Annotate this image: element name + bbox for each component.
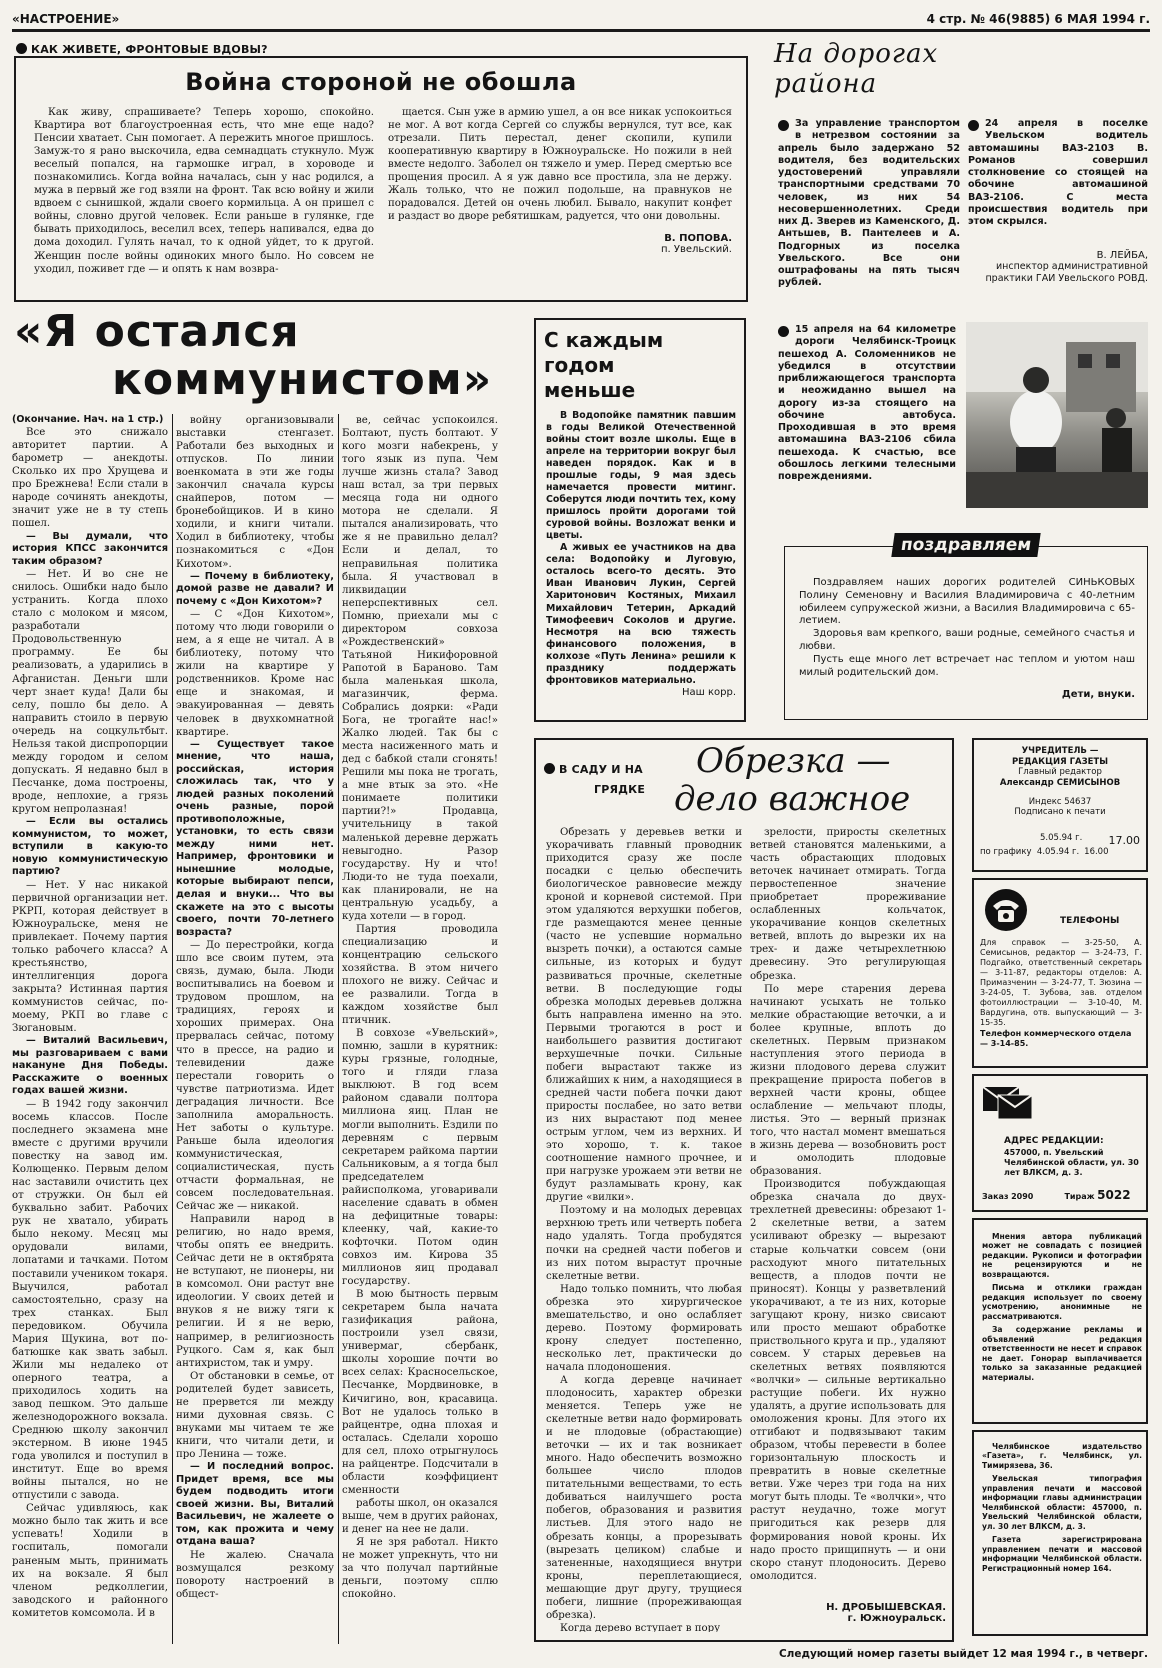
envelope-icon (982, 1086, 1034, 1120)
disclaimer-p2: Письма и отклики граждан редакция использует по своему усмотрению, анонимные не рассматриваются. (982, 1283, 1142, 1321)
phone-icon (984, 888, 1028, 932)
photo-scene-icon (966, 322, 1148, 508)
article-paragraph: Когда дерево вступает в пору (560, 1622, 721, 1632)
publisher-box (972, 738, 1148, 872)
phones-title: ТЕЛЕФОНЫ (1060, 916, 1120, 926)
phones-box (972, 878, 1148, 1068)
communist-column-2 (176, 414, 334, 1644)
yearly-box (534, 318, 746, 722)
article-paragraph: — Нет. У нас никакой первичной организации нет. РКРП, которая действует в Южноуральске, меня не привлекает. Почему партия только рабочего класса? А крестьянство, интеллигенция дорога закрыта? Истинная партия коммунистов сейчас, по-моему, РКП во главе с Зюгановым. (12, 879, 168, 1035)
article-paragraph: — Если вы остались коммунистом, то может, вступили в какую-то новую коммунистическую партию? (12, 816, 168, 878)
congrats-banner: поздравляем (891, 533, 1041, 557)
header-rule (12, 29, 1150, 32)
article-paragraph: Надо только помнить, что любая обрезка это хирургическое вмешательство, и оно ослабляет дерево. Поэтому формировать крону следует постепенно, несколько лет, практически до начала плодоношения. (546, 1283, 742, 1373)
garden-signature-block: Н. ДРОБЫШЕВСКАЯ. г. Южноуральск. (826, 1602, 946, 1624)
article-paragraph: Я не зря работал. Никто не может упрекнуть, что ни за что получал партийные деньги, поэтому сплю спокойно. (342, 1537, 498, 1601)
header-issue: 4 стр. № 46(9885) 6 МАЯ 1994 г. (926, 12, 1150, 26)
publisher-date-2: 4.05.94 г. (1036, 846, 1080, 857)
publisher-line-1: УЧРЕДИТЕЛЬ — (1021, 746, 1099, 756)
printing-p3: Газета зарегистрирована управлением печати и массовой информации Челябинской области. Регистрационный номер 164. (982, 1535, 1142, 1573)
article-paragraph: Производится побуждающая обрезка сначала до двух-трехлетней древесины: обрезают 1-2 скелетные ветви, а затем усиливают обрезку — вырезают старые кольчатки совсем (они расходуют много питательных веществ, а плодов почти не приносят). Концы у разветвлений укорачивают, а те из них, которые загущают крону, низко свисают или просто мешают обработке приствольного круга и пр., удаляют совсем. У старых деревьев на скелетных ветвях появляются «волчки» — сильные вертикально растущие побеги. Их нужно удалять, а другие использовать для омоложения кроны. Для этого их отгибают и подвязывают таким образом, чтобы перевести в более горизонтальную плоскость и превратить в новые скелетные ветви. Уже через три года на них могут быть плоды. Те «волчки», что растут неудачно, тоже могут пригодиться как резерв для формирования новой кроны. Их надо просто прищипнуть — и они скоро станут плодоносить. Дерево омолодится. (750, 1179, 946, 1582)
article-paragraph: В мою бытность первым секретарем была начата газификация района, построили узел связи, универмаг, сбербанк, школы хорошие почти во всех селах: Красносельское, Песчанке, Мордвиновке, в Кичигино, вон, красавица. Вот не удалось только в райцентре, одна плохая и осталась. Сделали хорошо для сел, плохо отрыгнулось на райцентре. Подсчитали в области коэффициент сменности (342, 1289, 498, 1496)
roads-signature-block: В. ЛЕЙБА, инспектор административной практики ГАИ Увельского РОВД. (985, 250, 1148, 284)
yearly-body: В Водопойке памятник павшим в годы Великой Отечественной войны стоит возле школы. Еще в апреле на территории вокруг был наведен порядок. Как и в прошлые годы, 9 мая здесь намечается провести митинг. Соберутся люди почтить тех, кому пришлось пройти дорогами той суровой войны. Возложат венки и цветы. А живых ее участников на два села: Водопойку и Луговую, осталось всего-то десять. Это Иван Иванович Лукин, Сергей Харитонович Костяных, Михаил Михайлович Тетерин, Аркадий Тимофеевич Соколов и другие. Несмотря на всю тяжесть финансового положения, в колхозе «Путь Ленина» решили к празднику поддержать фронтовиков материально. Наш корр. (546, 410, 736, 698)
article-paragraph: войну организовывали выставки стенгазет. Работали без выходных и отпусков. По линии военкомата в эти же годы закончил сначала курсы снайперов, потом — бронебойщиков. И в кино ходили, и книги читали. Ходил в библиотеку, чтобы познакомиться с «Дон Кихотом». (176, 415, 334, 570)
printing-p2: Увельская типография управления печати и массовой информации главы администрации Челябинской области: 457000, п. Увельский Челябинской области, ул. 30 лет ВЛКСМ, д. 3. (982, 1474, 1142, 1531)
disclaimer-p1: Мнения автора публикаций может не совпадать с позицией редакции. Рукописи и фотографии не рецензируются и не возвращаются. (982, 1232, 1142, 1279)
next-issue-note: Следующий номер газеты выйдет 12 мая 1994 г., в четверг. (778, 1648, 1148, 1660)
header-section: «НАСТРОЕНИЕ» (12, 12, 120, 26)
printing-p1: Челябинское издательство «Газета», г. Челябинск, ул. Тимирязева, 36. (982, 1442, 1142, 1470)
roads-item-2: 24 апреля в поселке Увельском водитель автомашины ВАЗ-2103 В. Романов совершил столкновение со стоящей на обочине автомашиной ВАЗ-2106. С места происшествия водитель при этом скрылся. (968, 118, 1148, 228)
article-paragraph: — Вы думали, что история КПСС закончится таким образом? (12, 530, 168, 567)
widows-rubric: КАК ЖИВЕТЕ, ФРОНТОВЫЕ ВДОВЫ? (16, 38, 268, 57)
column-divider (172, 414, 173, 1644)
publisher-index: Индекс 54637 (1028, 796, 1092, 807)
garden-title-line-1: Обрезка — (696, 741, 891, 781)
run-number: 5022 (1097, 1188, 1131, 1202)
communist-intro: (Окончание. Нач. на 1 стр.) (12, 414, 164, 425)
article-paragraph: Сейчас удивляюсь, как можно было так жить и все успевать! Ходили в госпиталь, помогали раненым мыть, принимать их на вокзале. Я был членом редколлегии, заводского и районного комитетов комсомола. И в (12, 1503, 168, 1619)
article-paragraph: В совхозе «Увельский», помню, зашли в курятник: куры грязные, голодные, того и гляди глаза выклюют. В год всем районом сдавали полтора миллиона яиц. План не могли выполнить. Ездили по деревням с первым секретарем райкома партии Сальниковым, а я тогда был председателем райисполкома, уговаривали население сдавать в обмен на дефицитные товары: клеенку, чай, какие-то кофточки. Потом один совхоз им. Кирова 35 миллионов яиц продавал государству. (342, 1028, 498, 1288)
roads-title: На дорогах района (774, 39, 939, 99)
garden-title-line-2: дело важное (674, 779, 911, 819)
bullet-icon (968, 120, 979, 131)
article-paragraph: Партия проводила специализацию и концентрацию сельского хозяйства. В этом ничего плохого не вижу. Сейчас и ее развалили. Тогда в каждом хозяйстве был птичник. (342, 923, 498, 1027)
yearly-title: С каждым годом меньше (544, 328, 664, 402)
road-accident-photo (966, 322, 1148, 508)
yearly-signature: Наш корр. (681, 686, 736, 698)
article-paragraph: — Почему в библиотеку, домой разве не давали? И почему с «Дон Кихотом»? (176, 570, 334, 607)
article-paragraph: зрелости, приросты скелетных ветвей становятся маленькими, а часть обрастающих плодовых веточек начинает отмирать. Тогда первостепенное значение приобретает прореживание ослабленных кольчаток, укорачивание концов скелетных ветвей, вплоть до вырезки их на трех- и даже четырехлетнюю древесину. Это регулирующая обрезка. (750, 827, 946, 982)
publisher-editor: Александр СЕМИСЫНОВ (999, 777, 1121, 788)
bullet-icon (544, 763, 555, 774)
publisher-date-1: 5.05.94 г. (1040, 833, 1083, 843)
widows-column-2: щается. Сын уже в армию ушел, а он все никак успокоиться не мог. А вот когда Сергей со службы вернулся, тут все, как отрезали. Пить перестал, денег скопили, купили кооперативную квартиру в Южноуральске. Но пожили в ней вместе недолго. Заболел он тяжело и умер. Перед смертью все прощения просил. А я уж давно все простила, зла не держу. Жаль только, что не пожил подольше, на правнуков не порадовался. Детей он очень любил. Бывало, накупит конфет и раздаст во дворе ребятишкам, радуется, что они довольны. В. ПОПОВА. п. Увельский. (388, 107, 732, 256)
article-paragraph: Все это снижало авторитет партии. А барометр — анекдоты. Сколько их про Хрущева и про Брежнева! Если стали в народе сочинять анекдоты, значит уже не в ту степь пошел. (12, 427, 168, 530)
disclaimer-box (972, 1218, 1148, 1424)
publisher-subscribe: Подписано к печати (1014, 807, 1106, 818)
congrats-box (784, 535, 1148, 720)
communist-column-3 (342, 414, 498, 1644)
communist-column-1 (12, 414, 168, 1644)
publisher-time-2: 16.00 (1084, 846, 1109, 857)
garden-column-2 (750, 826, 946, 1634)
publisher-line-2: РЕДАКЦИЯ ГАЗЕТЫ (1011, 756, 1109, 767)
phones-commercial: Телефон коммерческого отдела — 3-14-85. (980, 1029, 1132, 1048)
garden-box (534, 738, 954, 1642)
publisher-line-3: Главный редактор (1018, 767, 1102, 778)
bullet-icon (16, 43, 27, 54)
article-paragraph: ве, сейчас успокоился. Болтают, пусть болтают. У кого мозги набекрень, у того язык из пупа. Чем лучше жизнь стала? Завод наш встал, за три первых месяца года ни одного мотора не сделали. Я пытался анализировать, что же я не правильно делал? Если и делал, то неправильная политика была. Я участвовал в ликвидации неперспективных сел. Помню, приехали мы с директором совхоза «Рождественский» Татьяной Никифоровной Рапотой в Бараново. Там была маленькая школа, магазинчик, ферма. Собрались доярки: «Ради Бога, не трогайте нас!» Жалко людей. Так бы с места насиженного мать и дед с бабкой стали сгонять! Решили мы пока не трогать, а мне втык за это. «Не понимаете политики партии?!» Продавца, учительницу в такой маленькой деревне держать невыгодно. Разор государству. Ну и что! Люди-то не туда поехали, как планировали, не на центральную усадьбу, а куда хотели — в город. (342, 415, 498, 922)
article-paragraph: — Нет. И во сне не снилось. Ошибки надо было устранить. Когда плохо стало с молоком и мясом, разработали Продовольственную программу. Ее бы реализовать, а ударились в Афганистан. Деньги шли черт знает куда! Дали бы селу, пошло бы дело. А направить стоило в первую очередь на соцкультбыт. Нельзя такой диспропорции между городом и селом допускать. Я недавно был в Песчанке, дома построены, вроде, неплохие, а грязь кругом непролазная! (12, 569, 168, 815)
article-paragraph: работы школ, он оказался выше, чем в других районах, и денег на нее не дали. (342, 1497, 498, 1535)
bullet-icon (778, 326, 789, 337)
publisher-time-1: 17.00 (1108, 834, 1140, 847)
address-box (972, 1074, 1148, 1212)
order-label: Заказ (982, 1192, 1009, 1201)
widows-place: п. Увельский. (660, 244, 732, 256)
article-paragraph: Направили народ в религию, но надо время, чтобы опять ее внедрить. Сейчас дети не в октябрята не вступают, не пионеры, ни в комсомол. Они растут вне идеологии. У своих детей и внуков я не вижу тяги к религии. И я не верю, например, в религиозность Руцкого. Сам я, как был антихристом, так и умру. (176, 1214, 334, 1369)
garden-rubric: В САДУ И НА ГРЯДКЕ (544, 758, 684, 796)
congrats-body: Поздравляем наших дорогих родителей СИНЬКОВЫХ Полину Семеновну и Василия Владимировича с 40-летним юбилеем супружеской жизни, а Василия Владимировича с 65-летием. Здоровья вам крепкого, ваши родные, семейного счастья и любви. Пусть еще много лет встречает нас теплом и уютом наш милый родительский дом. Дети, внуки. (799, 577, 1135, 701)
article-paragraph: — Виталий Васильевич, мы разговариваем с вами накануне Дня Победы. Расскажите о военных годах вашей жизни. (12, 1035, 168, 1097)
publisher-schedule-label: по графику (980, 846, 1032, 857)
printing-box (972, 1430, 1148, 1636)
address-body: 457000, п. Увельский Челябинской области, ул. 30 лет ВЛКСМ, д. 3. (1004, 1148, 1139, 1177)
article-paragraph: Поэтому и на молодых деревцах верхнюю треть или четверть побега надо удалять. Тогда пробудятся почки на средней части побегов и из них потом вырастут прочные скелетные ветви. (546, 1205, 742, 1282)
congrats-signature: Дети, внуки. (1061, 689, 1135, 701)
run-label: Тираж (1064, 1192, 1095, 1201)
roads-item-1: За управление транспортом в нетрезвом состоянии за апрель было задержано 52 водителя, без водительских удостоверений управляли транспортными средствами 70 человек, из них 54 несовершеннолетних. Среди них Д. Зверев из Каменского, Д. Антьшев, В. Пантелеев и А. Подгорных из поселка Увельского. Все они оштрафованы на пять тысяч рублей. (778, 118, 960, 289)
order-number: 2090 (1011, 1192, 1034, 1201)
article-paragraph: Обрезать у деревьев ветки и укорачивать главный проводник приходится сразу же после посадки с целью обеспечить биологическое равновесие между кроной и корневой системой. При этом удаляются верхушки побегов, где размещаются менее ценные (часто не успевшие нормально вызреть почки), а остаются самые сильные, из которых и будут развиваться прочные, скелетные ветви. В последующие годы обрезка молодых деревьев должна быть направлена именно на это. Первыми трогаются в рост и наибольшего развития достигают верхушечные почки. Сильные побеги вырастают также из ближайших к ним, а находящиеся в средней части побега почки дают приросты послабее, но зато ветви из них вырастают под менее острым углом, чем из верхних. И это хорошо, т. к. такое соотношение намного прочнее, и при нагрузке урожаем эти ветви не будут разламывать крону, как другие «вилки». (546, 827, 742, 1204)
widows-signature: В. ПОПОВА. (664, 233, 732, 245)
article-paragraph: — В 1942 году закончил восемь классов. После последнего экзамена мне вместе с другими вручили повестку на завод им. Колющенко. Первым делом нас заставили очистить цех от стружки. Он был ей буквально забит. Рабочих рук не хватало, убирать было некому. Месяц мы орудовали вилами, лопатами и тачками. Потом поставили учеником токаря. Выучился, работал самостоятельно, сразу на трех станках. Был передовиком. Обучила Мария Щукина, вот по-батюшке как звать забыл. Жили мы недалеко от оперного театра, а приходилось ходить на завод пешком. Это дальше железнодорожного вокзала. Среднюю школу закончил экстерном. В июне 1945 года уволился и поступил в институт. Еще во время войны пытался, но не отпустили с завода. (12, 1098, 168, 1502)
article-paragraph: Не жалею. Сначала возмущался резкому повороту настроений в общест- (176, 1549, 334, 1600)
phones-body: Для справок — 3-25-50, А. Семисынов, редактор — 3-24-73, Г. Подгайко, ответственный секретарь — 3-11-87, редакторы отделов: А. Примазченин — 3-24-77, Т. Зюзина — 3-24-05, Т. Зубова, зав. отделом фотоиллюстрации — 3-10-40, М. Вардугина, отв. выпускающий — 3-15-35. (980, 938, 1142, 1027)
article-paragraph: — И последний вопрос. Придет время, все мы будем подводить итоги своей жизни. Вы, Виталий Васильевич, не жалеете о том, как прожита и чему отдана ваша? (176, 1461, 334, 1548)
article-paragraph: По мере старения дерева начинают усыхать не только мелкие обрастающие веточки, а и более крупные, вплоть до скелетных. Первым признаком наступления этого периода в жизни плодового дерева служит прекращение прироста побегов в верхней части кроны, общее ослабление — мельчают плоды, листья. Это — верный признак того, что настал момент вмешаться в жизнь дерева — возобновить рост и омолодить плодовые образования. (750, 983, 946, 1178)
widows-box (14, 56, 748, 302)
address-title: АДРЕС РЕДАКЦИИ: (1004, 1136, 1104, 1146)
communist-title-line-2: коммунистом» (112, 354, 493, 405)
widows-column-1: Как живу, спрашиваете? Теперь хорошо, спокойно. Квартира вот благоустроенная есть, что мне еще надо? Пенсии хватает. Сын помогает. А пережить многое пришлось. Замуж-то я рано выскочила, едва семнадцать стукнуло. Муж веселый попался, на гармошке играл, в хороводе и познакомились. Когда война началась, сын у нас родился, а мужа в первый же год взяли на фронт. Так всю войну и жили вдвоем с сынишкой, ждали своего кормильца. А он пришел с войны, словно другой человек. Если раньше в гулянке, где бывать приходилось, веселил всех, теперь напивался, едва до дома доходил. Гулять начал, то к одной уйдет, то к другой. Женщин после войны одиноких много было. Но совсем не уходил, поживет где — и опять к нам возвра- (34, 107, 374, 275)
article-paragraph: — До перестройки, когда шло все своим путем, эта связь, думаю, была. Люди воспитывались на боевом и трудовом прошлом, на традициях, героях и хороших примерах. Она прервалась сейчас, потому что в прессе, на радио и телевидении даже перестали говорить о чувстве патриотизма. Идет деградация личности. Все заполнила аморальность. Нет заботы о культуре. Раньше была идеология коммунистическая, социалистическая, пусть отчасти формальная, не совсем последовательная. Сейчас же — никакой. (176, 940, 334, 1213)
article-paragraph: От обстановки в семье, от родителей будет зависеть, не прервется ли между ними духовная связь. С внуками мы читаем те же книги, что читали дети, и про Ленина — тоже. (176, 1370, 334, 1460)
article-paragraph: — Существует такое мнение, что наша, российская, история сложилась так, что у людей разных поколений очень разные, порой противоположные, установки, то есть связи между ними нет. Например, фронтовики и нынешние молодые, которые выбирают пепси, делая и внуки... Что вы скажете на это с высоты своего, почти 70-летнего возраста? (176, 738, 334, 938)
disclaimer-p3: За содержание рекламы и объявлений редакция ответственности не несет и справок не дает. Гонорар выплачивается только за заказанные редакцией материалы. (982, 1325, 1142, 1382)
widows-title: Война стороной не обошла (185, 68, 577, 96)
article-paragraph: А когда деревце начинает плодоносить, характер обрезки меняется. Теперь уже не скелетные ветви надо формировать и не плодовые (обрастающие) веточки — их и так возникает много. Надо обеспечить возможно большее число плодов питательными веществами, то есть добиваться наилучшего роста побегов, образования и развития листьев. Для этого надо не обрезать концы, а прорезывать (вырезать целиком) слабые и затененные, находящиеся внутри кроны, переплетающиеся, мешающие друг другу, трущиеся побеги, лишние (прореживающая обрезка). (546, 1374, 742, 1621)
bullet-icon (778, 120, 789, 131)
roads-item-3: 15 апреля на 64 километре дороги Челябинск-Троицк пешеход А. Соломенников не убедился в отсутствии приближающегося транспорта и неожиданно вышел на дорогу из-за стоящего на обочине автобуса. Проходившая в это время автомашина ВАЗ-2106 сбила пешехода. К счастью, все обошлось легкими телесными повреждениями. (778, 324, 956, 483)
communist-title-line-1: «Я остался (14, 306, 300, 357)
column-divider (338, 414, 339, 1644)
article-paragraph: — С «Дон Кихотом», потому что люди говорили о нем, а я еще не читал. А в библиотеку, потому что жили на квартире у родственников. Кроме нас еще и знакомая, и эвакуированная — девять человек в двухкомнатной квартире. (176, 609, 334, 738)
garden-column-1 (546, 826, 742, 1632)
